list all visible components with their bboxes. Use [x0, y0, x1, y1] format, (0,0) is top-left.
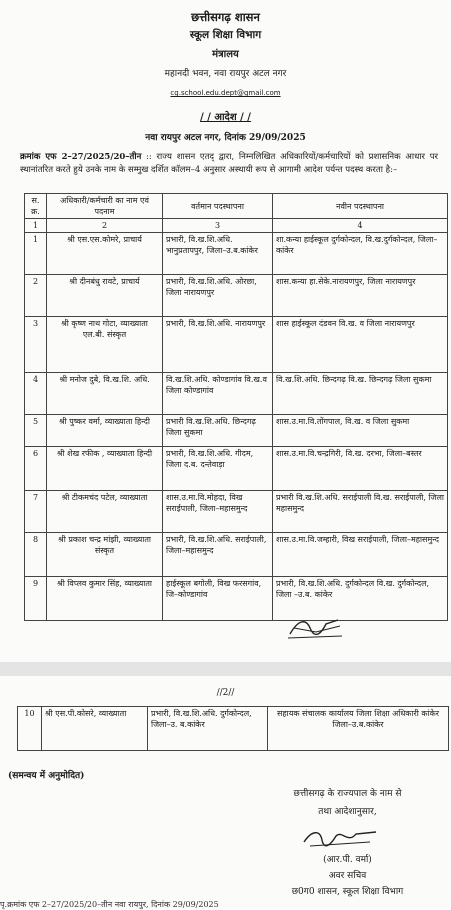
column-number: 4: [273, 219, 448, 233]
row-current-posting: प्रभारी, वि.ख.शि.अधि. ओरछा, जिला नारायणपुर: [163, 275, 273, 317]
header-address: महानदी भवन, नवा रायपुर अटल नगर: [164, 69, 287, 79]
transfer-table: [24, 193, 448, 621]
signature-mark: [300, 826, 380, 850]
table-row: [25, 447, 448, 491]
row-serial: 7: [25, 491, 47, 533]
row-name: श्री प्रकाश चन्द्र मांझी, व्याख्याता संस्कृत: [47, 533, 163, 577]
row-new-posting: प्रभारी, वि.ख.शि.अधि. दुर्गकोन्दल वि.ख. दुर्गकोन्दल, जिला –उ.ब. कांकेर: [273, 577, 448, 621]
signatory-name: (आर.पी. वर्मा): [323, 855, 372, 865]
row-current-posting: हाईस्कूल बगोली, विख फरसगांव, जि–कोण्डागांव: [163, 577, 273, 621]
row-serial: 8: [25, 533, 47, 577]
row-new-posting: शास.कन्या हा.सेके.नारायणपुर, जिला नारायणपुर: [273, 275, 448, 317]
row-new-posting: शास हाईस्कूल दंडवन वि.ख. व जिला नारायणपुर: [273, 317, 448, 373]
page-separator: [0, 662, 451, 676]
row-new-posting: शास.उ.मा.वि.जम्हारी, विख सराईपाली, जिला–महासमुन्द: [273, 533, 448, 577]
authority-line-1: छत्तीसगढ़ के राज्यपाल के नाम से: [293, 789, 402, 799]
row-current-posting: प्रभारी, वि.ख.शि.अधि. दुर्गकोन्दल, जिला–उ. ब.कांकेर: [148, 707, 268, 751]
approval-note: (समन्वय में अनुमोदित): [8, 771, 85, 781]
row-new-posting: प्रभारी वि.ख.शि.अधि. सराईपाली वि.ख. सराईपाली, जिला महासमुन्द: [273, 491, 448, 533]
table-row: [25, 491, 448, 533]
header-department: स्कूल शिक्षा विभाग: [189, 29, 262, 41]
header-serial: स. क्र.: [25, 194, 47, 219]
column-number-row: [25, 219, 448, 233]
endorsement-line: पृ.क्रमांक एफ 2–27/2025/20–तीन नवा रायपुर, दिनांक 29/09/2025: [0, 900, 219, 909]
row-serial: 10: [18, 707, 42, 751]
row-current-posting: प्रभारी, वि.ख.शि.अधि. गीदम, जिला द.ब. दन्तेवाड़ा: [163, 447, 273, 491]
header-current-posting: वर्तमान पदस्थापना: [163, 194, 273, 219]
transfer-table-continued: [17, 706, 449, 751]
authority-line-2: तथा आदेशानुसार,: [318, 807, 377, 817]
header-email: cg.school.edu.dept@gmail.com: [170, 89, 281, 97]
header-new-posting: नवीन पदस्थापना: [273, 194, 448, 219]
row-name: श्री पुष्कर वर्मा, व्याख्याता हिन्दी: [47, 415, 163, 447]
row-current-posting: प्रभारी, वि.ख.शि.अधि. भानुप्रतापपुर, जिला–उ.ब.कांकेर: [163, 233, 273, 275]
row-serial: 6: [25, 447, 47, 491]
row-name: श्री कृष्ण नाथ गोटा, व्याख्याता एल.बी. संस्कृत: [47, 317, 163, 373]
row-name: श्री टीकमचंद पटेल, व्याख्याता: [47, 491, 163, 533]
row-new-posting: शास.उ.मा.वि.चन्द्रगिरी, वि.ख. दरभा, जिला–बस्तर: [273, 447, 448, 491]
row-name: श्री दीनबंधु रावटे, प्राचार्य: [47, 275, 163, 317]
order-intro: [20, 151, 438, 177]
row-current-posting: शास.उ.मा.वि.मोहदा, विख सराईपाली, जिला–महासमुन्द: [163, 491, 273, 533]
row-serial: 3: [25, 317, 47, 373]
row-current-posting: प्रभारी, वि.ख.शि.अधि. नारायणपुर: [163, 317, 273, 373]
order-text: :: राज्य शासन एतद् द्वारा, निम्नलिखित अधिकारियों/कर्मचारियों को प्रशासनिक आधार पर स्थानांतरित करते हुये उनके नाम के सम्मुख दर्शित कॉलम–4 अनुसार अस्थायी रूप से आगामी आदेश पर्यन्त पदस्थ करता है:–: [20, 152, 439, 175]
row-serial: 5: [25, 415, 47, 447]
table-row: [25, 533, 448, 577]
table-row: [25, 233, 448, 275]
row-name: श्री एस.एस.कोमरे, प्राचार्य: [47, 233, 163, 275]
column-number: 3: [163, 219, 273, 233]
row-name: श्री एस.पी.कोसरे, व्याख्याता: [42, 707, 148, 751]
table-row: [25, 577, 448, 621]
place-date: नवा रायपुर अटल नगर, दिनांक 29/09/2025: [145, 133, 306, 143]
table-row: [25, 317, 448, 373]
header-government: छत्तीसगढ़ शासन: [191, 10, 260, 24]
row-serial: 2: [25, 275, 47, 317]
row-serial: 4: [25, 373, 47, 415]
header-name: अधिकारी/कर्मचारी का नाम एवं पदनाम: [47, 194, 163, 219]
row-name: श्री शेख रफीक , व्याख्याता हिन्दी: [47, 447, 163, 491]
signatory-department: छ0ग0 शासन, स्कूल शिक्षा विभाग: [291, 887, 404, 897]
row-name: श्री विप्लव कुमार सिंह, व्याख्याता: [47, 577, 163, 621]
row-current-posting: वि.ख.शि.अधि. कोण्डागांव वि.ख.व जिला कोण्डागांव: [163, 373, 273, 415]
row-serial: 1: [25, 233, 47, 275]
signature-mark: [286, 614, 344, 640]
row-serial: 9: [25, 577, 47, 621]
page-number: //2//: [216, 688, 235, 698]
row-new-posting: शा.कन्या हाईस्कूल दुर्गकोन्दल, वि.ख.दुर्गकोन्दल, जिला–कांकेर: [273, 233, 448, 275]
column-number: 2: [47, 219, 163, 233]
row-current-posting: प्रभारी, वि.ख.शि.अधि. सराईपाली, जिला–महासमुन्द: [163, 533, 273, 577]
table-row: [25, 275, 448, 317]
order-heading: / / आदेश / /: [200, 112, 251, 123]
order-number: क्रमांक एफ 2–27/2025/20–तीन: [20, 152, 142, 162]
table-row: [18, 707, 449, 751]
row-new-posting: सहायक संचालक कार्यालय जिला शिक्षा अधिकारी कांकेर जिला–उ.ब.कांकेर: [268, 707, 449, 751]
signatory-designation: अवर सचिव: [328, 871, 367, 881]
table-row: [25, 415, 448, 447]
column-number: 1: [25, 219, 47, 233]
header-office: मंत्रालय: [212, 49, 239, 60]
row-new-posting: वि.ख.शि.अधि. छिन्दगढ़ वि.ख. छिन्दगढ़ जिला सुकमा: [273, 373, 448, 415]
table-header-row: [25, 194, 448, 219]
row-new-posting: शास.उ.मा.वि.तोंगपाल, वि.ख. व जिला सुकमा: [273, 415, 448, 447]
row-current-posting: प्रभारी वि.ख.शि.अधि. छिन्दगढ़ जिला सुकमा: [163, 415, 273, 447]
table-row: [25, 373, 448, 415]
row-name: श्री मनोज दुबे, वि.ख.शि. अधि.: [47, 373, 163, 415]
